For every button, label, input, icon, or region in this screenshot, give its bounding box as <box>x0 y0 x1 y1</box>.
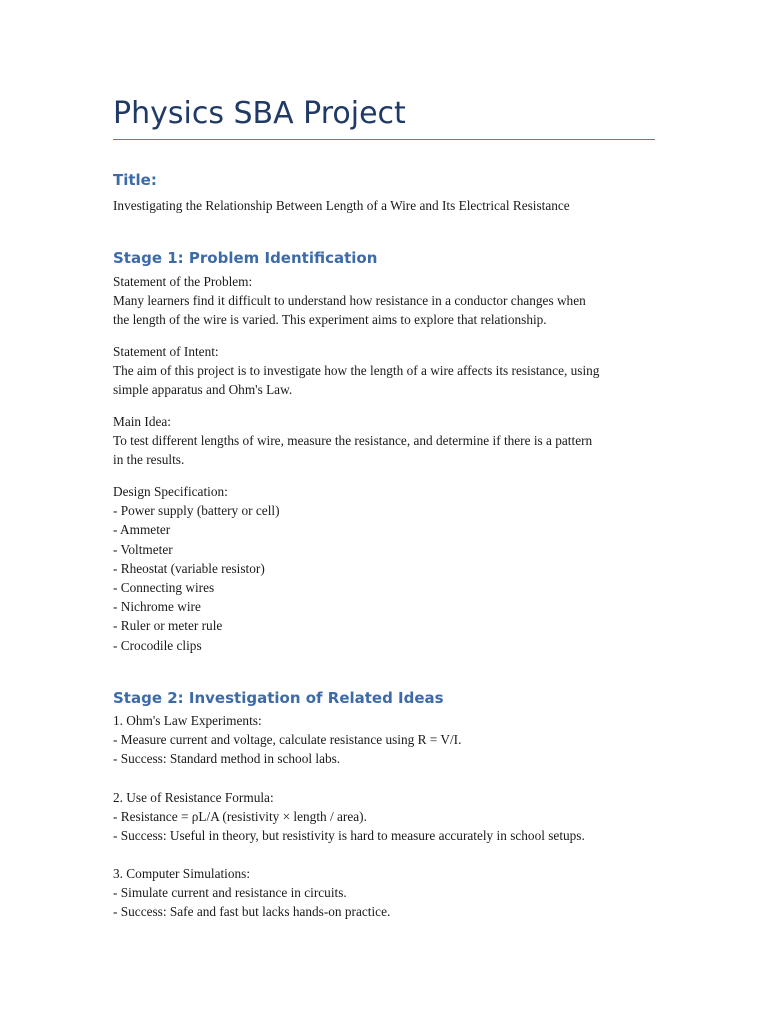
problem-line: Many learners find it difficult to understand how resistance in a conductor changes when <box>113 293 586 309</box>
intent-label: Statement of Intent: <box>113 344 219 359</box>
idea-line: - Simulate current and resistance in circuits. <box>113 885 347 901</box>
idea-line: - Resistance = ρL/A (resistivity × length / area). <box>113 809 367 825</box>
idea-label: 3. Computer Simulations: <box>113 866 251 881</box>
intent-line: simple apparatus and Ohm's Law. <box>113 382 293 398</box>
idea-line: - Success: Standard method in school labs. <box>113 751 341 767</box>
main-idea <box>113 412 655 470</box>
design-item: - Rheostat (variable resistor) <box>113 560 265 576</box>
title-text-block <box>113 196 655 215</box>
design-item: - Nichrome wire <box>113 599 201 615</box>
design-item: - Ammeter <box>113 522 171 538</box>
idea-computer-simulations <box>113 864 655 922</box>
design-item: - Crocodile clips <box>113 637 202 653</box>
intent-line: The aim of this project is to investigate how the length of a wire affects its resistance, using <box>113 363 600 379</box>
problem-line: the length of the wire is varied. This experiment aims to explore that relationship. <box>113 312 547 328</box>
idea-ohms-law <box>113 711 655 769</box>
problem-label: Statement of the Problem: <box>113 274 253 289</box>
intent-statement <box>113 342 655 400</box>
idea-line: - Success: Useful in theory, but resistivity is hard to measure accurately in school setups. <box>113 828 585 844</box>
idea-label: 1. Ohm's Law Experiments: <box>113 713 262 728</box>
main-idea-line: in the results. <box>113 452 185 468</box>
design-item: - Power supply (battery or cell) <box>113 503 280 519</box>
idea-resistance-formula <box>113 788 655 846</box>
design-item: - Connecting wires <box>113 580 215 596</box>
design-label: Design Specification: <box>113 484 228 499</box>
title-heading: Title: <box>113 171 157 189</box>
idea-line: - Measure current and voltage, calculate resistance using R = V/I. <box>113 732 462 748</box>
document-title: Physics SBA Project <box>113 96 406 131</box>
title-divider <box>113 139 655 140</box>
stage1-heading: Stage 1: Problem Identification <box>113 249 378 267</box>
stage2-heading: Stage 2: Investigation of Related Ideas <box>113 689 444 707</box>
problem-statement <box>113 272 655 330</box>
design-item: - Ruler or meter rule <box>113 618 223 634</box>
design-item: - Voltmeter <box>113 541 173 557</box>
title-text: Investigating the Relationship Between Length of a Wire and Its Electrical Resistance <box>113 198 570 213</box>
design-specification <box>113 482 655 655</box>
main-idea-label: Main Idea: <box>113 414 171 429</box>
idea-label: 2. Use of Resistance Formula: <box>113 790 274 805</box>
idea-line: - Success: Safe and fast but lacks hands-on practice. <box>113 904 391 920</box>
main-idea-line: To test different lengths of wire, measure the resistance, and determine if there is a pattern <box>113 433 593 449</box>
